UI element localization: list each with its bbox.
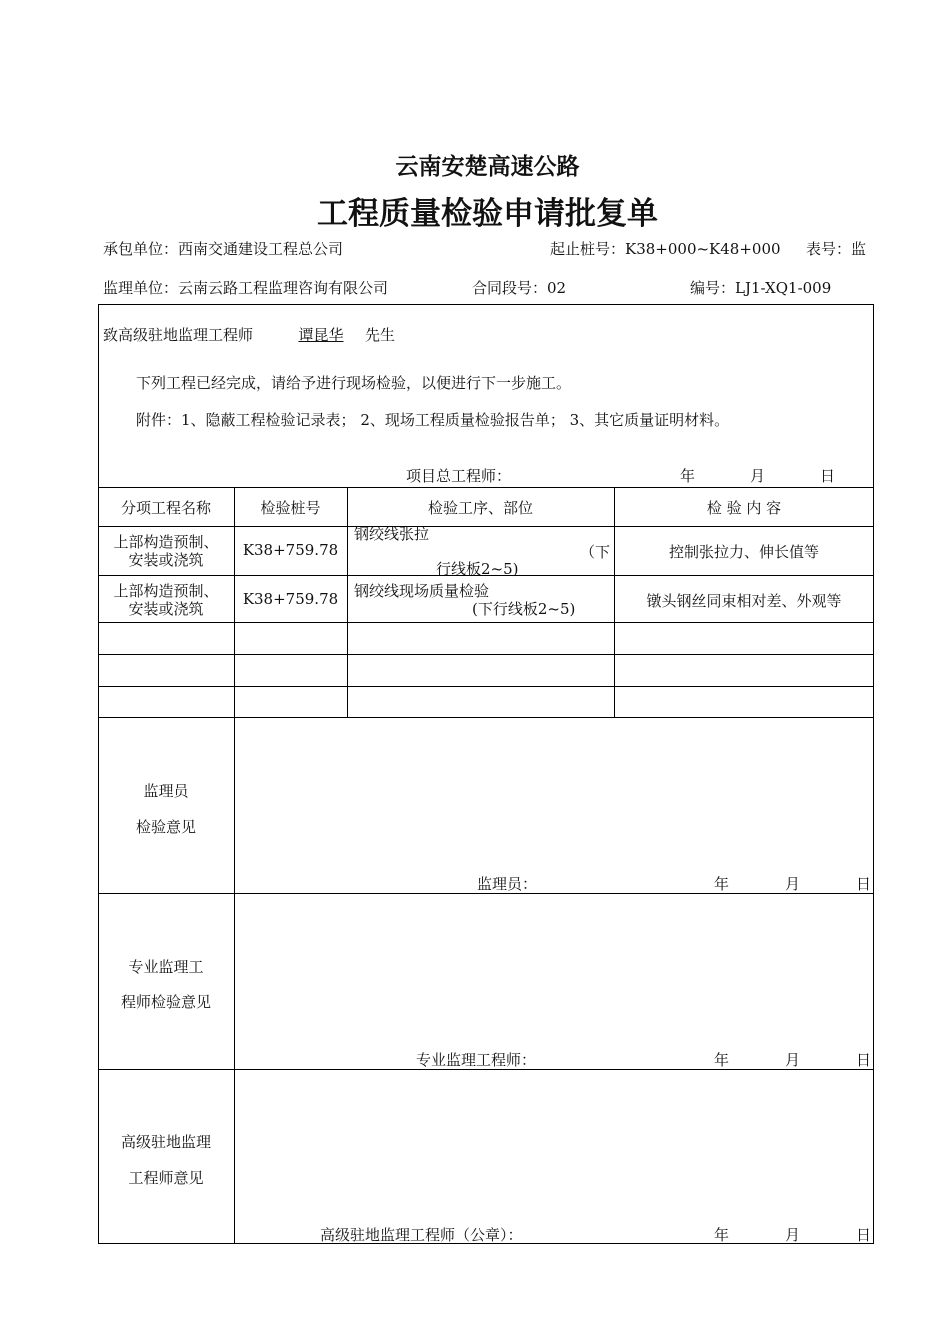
col-header-item-name: 分项工程名称 bbox=[120, 499, 211, 517]
attachments-list: 附件：1、隐蔽工程检验记录表； 2、现场工程质量检验报告单； 3、其它质量证明材料。 bbox=[136, 411, 730, 429]
divider-line bbox=[98, 654, 874, 655]
row1-content: 控制张拉力、伸长值等 bbox=[668, 543, 819, 561]
divider-line bbox=[98, 622, 874, 623]
resident-year: 年 bbox=[714, 1226, 730, 1244]
row1-process-line3: 行线板2~5) bbox=[436, 560, 519, 578]
inspector-day: 日 bbox=[856, 875, 872, 893]
supervision-unit: 监理单位：云南云路工程监理咨询有限公司 bbox=[103, 279, 389, 297]
divider-line bbox=[98, 717, 874, 718]
inspector-signer: 监理员： bbox=[477, 875, 538, 893]
row1-process-line2: （下 bbox=[580, 543, 611, 561]
row2-process-line2: (下行线板2~5) bbox=[472, 600, 576, 618]
inspector-label-line1: 监理员 bbox=[143, 782, 189, 800]
row1-station: K38+759.78 bbox=[242, 541, 339, 559]
row1-process-line1: 钢绞线张拉 bbox=[354, 525, 430, 543]
divider-line bbox=[98, 686, 874, 687]
addressee-prefix: 致高级驻地监理工程师 bbox=[103, 326, 254, 344]
col-header-station: 检验桩号 bbox=[260, 499, 321, 517]
contract-section: 合同段号：02 bbox=[472, 279, 567, 297]
station-range: 起止桩号：K38+000~K48+000 bbox=[550, 240, 781, 258]
addressee-name: 谭昆华 bbox=[298, 326, 344, 344]
row2-name-line1: 上部构造预制、 bbox=[113, 582, 219, 600]
row2-process-line1: 钢绞线现场质量检验 bbox=[354, 582, 490, 600]
chief-engineer-label: 项目总工程师： bbox=[406, 467, 512, 485]
date-month: 月 bbox=[750, 467, 766, 485]
form-number: 表号：监 bbox=[806, 240, 867, 258]
row1-name-line1: 上部构造预制、 bbox=[113, 533, 219, 551]
resident-day: 日 bbox=[856, 1226, 872, 1244]
inspector-month: 月 bbox=[785, 875, 801, 893]
resident-signer: 高级驻地监理工程师（公章）： bbox=[320, 1226, 523, 1244]
row2-name-line2: 安装或浇筑 bbox=[128, 600, 204, 618]
specialist-label-line2: 程师检验意见 bbox=[120, 993, 211, 1011]
date-year: 年 bbox=[680, 467, 696, 485]
col-header-process: 检验工序、部位 bbox=[427, 499, 533, 517]
resident-month: 月 bbox=[785, 1226, 801, 1244]
specialist-year: 年 bbox=[714, 1051, 730, 1069]
resident-label-line2: 工程师意见 bbox=[128, 1169, 204, 1187]
divider-line bbox=[98, 526, 874, 527]
row1-name-line2: 安装或浇筑 bbox=[128, 551, 204, 569]
specialist-month: 月 bbox=[785, 1051, 801, 1069]
title-line1: 云南安楚高速公路 bbox=[395, 154, 580, 180]
inspector-label-line2: 检验意见 bbox=[135, 818, 196, 836]
col-header-content: 检 验 内 容 bbox=[706, 499, 782, 517]
request-body: 下列工程已经完成，请给予进行现场检验，以便进行下一步施工。 bbox=[136, 374, 572, 392]
inspector-year: 年 bbox=[714, 875, 730, 893]
contractor-unit: 承包单位：西南交通建设工程总公司 bbox=[103, 240, 344, 258]
divider-line bbox=[98, 487, 874, 488]
specialist-label-line1: 专业监理工 bbox=[128, 958, 204, 976]
serial-number: 编号：LJ1-XQ1-009 bbox=[690, 279, 832, 297]
date-day: 日 bbox=[820, 467, 836, 485]
row2-station: K38+759.78 bbox=[242, 590, 339, 608]
resident-label-line1: 高级驻地监理 bbox=[120, 1133, 211, 1151]
specialist-day: 日 bbox=[856, 1051, 872, 1069]
addressee-suffix: 先生 bbox=[365, 326, 396, 344]
page-title: 工程质量检验申请批复单 bbox=[317, 196, 658, 232]
specialist-signer: 专业监理工程师： bbox=[416, 1051, 537, 1069]
form-frame bbox=[98, 304, 874, 1244]
row2-content: 镦头钢丝同束相对差、外观等 bbox=[646, 592, 842, 610]
column-line bbox=[347, 487, 348, 717]
